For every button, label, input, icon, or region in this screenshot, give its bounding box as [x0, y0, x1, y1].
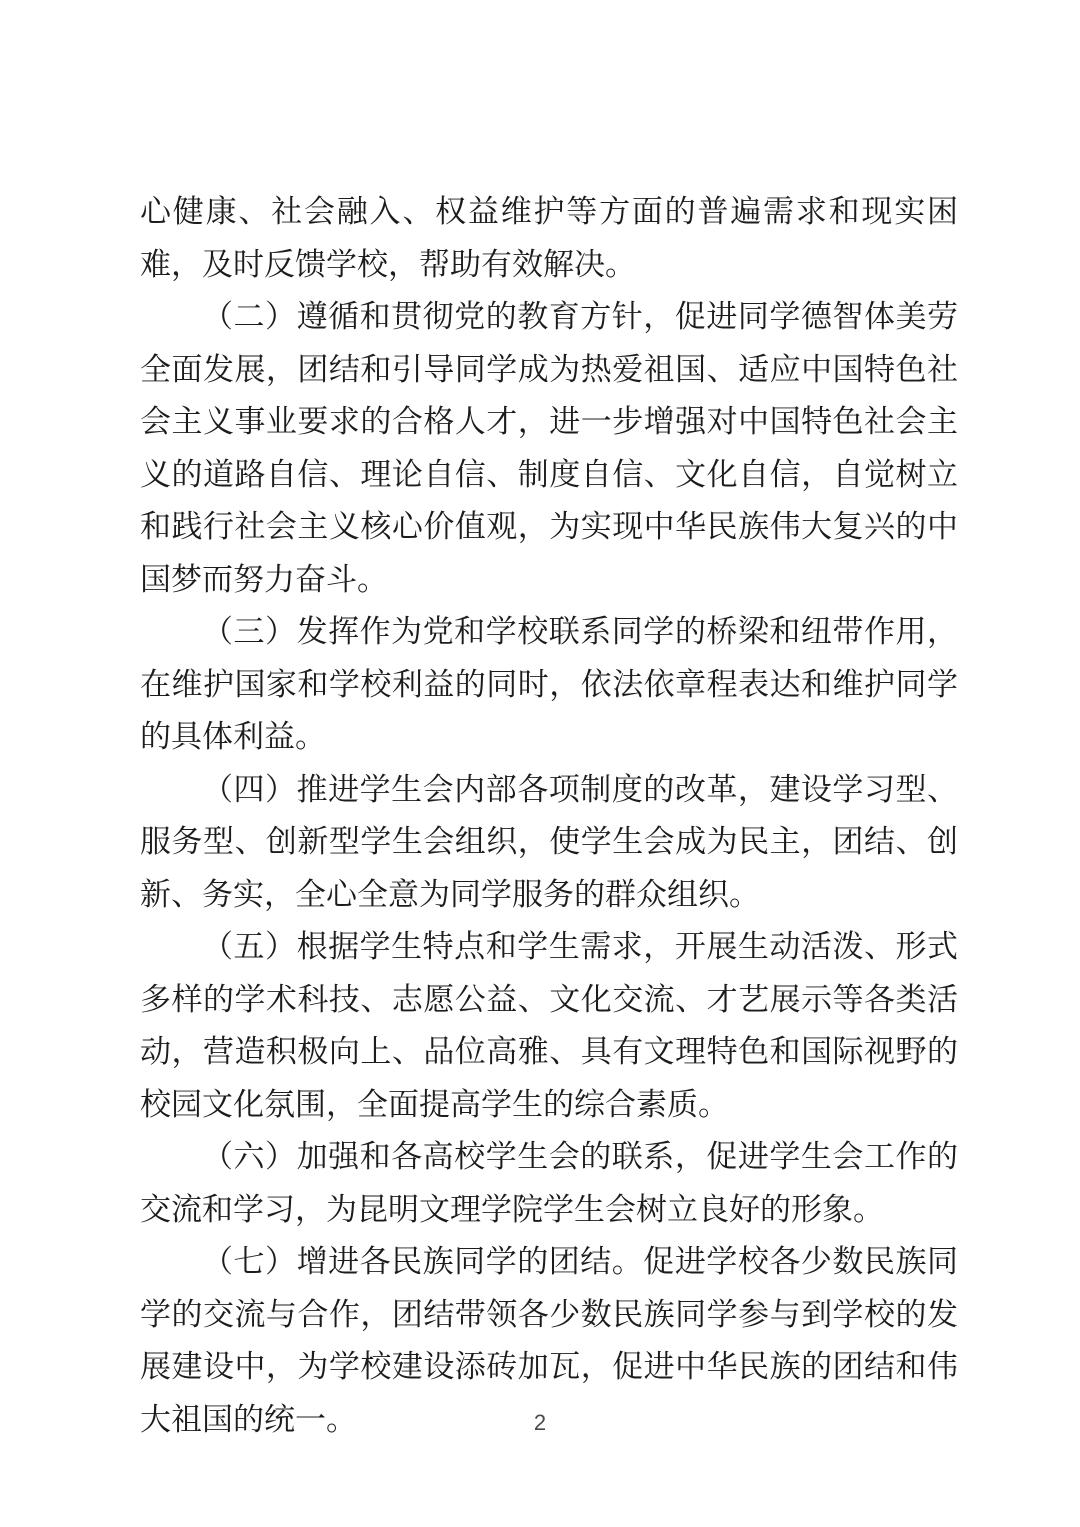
body-text	[140, 186, 958, 1446]
paragraph-item-5: （五）根据学生特点和学生需求，开展生动活泼、形式多样的学术科技、志愿公益、文化交流、才艺展示等各类活动，营造积极向上、品位高雅、具有文理特色和国际视野的校园文化氛围，全面提高学生的综合素质。	[140, 929, 958, 1122]
paragraph-item-7: （七）增进各民族同学的团结。促进学校各少数民族同学的交流与合作，团结带领各少数民族同学参与到学校的发展建设中，为学校建设添砖加瓦，促进中华民族的团结和伟大祖国的统一。	[140, 1244, 958, 1437]
paragraph-item-6: （六）加强和各高校学生会的联系，促进学生会工作的交流和学习，为昆明文理学院学生会树立良好的形象。	[140, 1139, 958, 1227]
paragraph-continuation: 心健康、社会融入、权益维护等方面的普遍需求和现实困难，及时反馈学校，帮助有效解决。	[140, 194, 958, 282]
paragraph-item-3: （三）发挥作为党和学校联系同学的桥梁和纽带作用，在维护国家和学校利益的同时，依法依章程表达和维护同学的具体利益。	[140, 614, 958, 754]
page-number: 2	[533, 1410, 547, 1435]
paragraph-item-2: （二）遵循和贯彻党的教育方针，促进同学德智体美劳全面发展，团结和引导同学成为热爱祖国、适应中国特色社会主义事业要求的合格人才，进一步增强对中国特色社会主义的道路自信、理论自信、制度自信、文化自信，自觉树立和践行社会主义核心价值观，为实现中华民族伟大复兴的中国梦而努力奋斗。	[140, 299, 958, 597]
paragraph-item-4: （四）推进学生会内部各项制度的改革，建设学习型、服务型、创新型学生会组织，使学生会成为民主，团结、创新、务实，全心全意为同学服务的群众组织。	[140, 771, 958, 912]
